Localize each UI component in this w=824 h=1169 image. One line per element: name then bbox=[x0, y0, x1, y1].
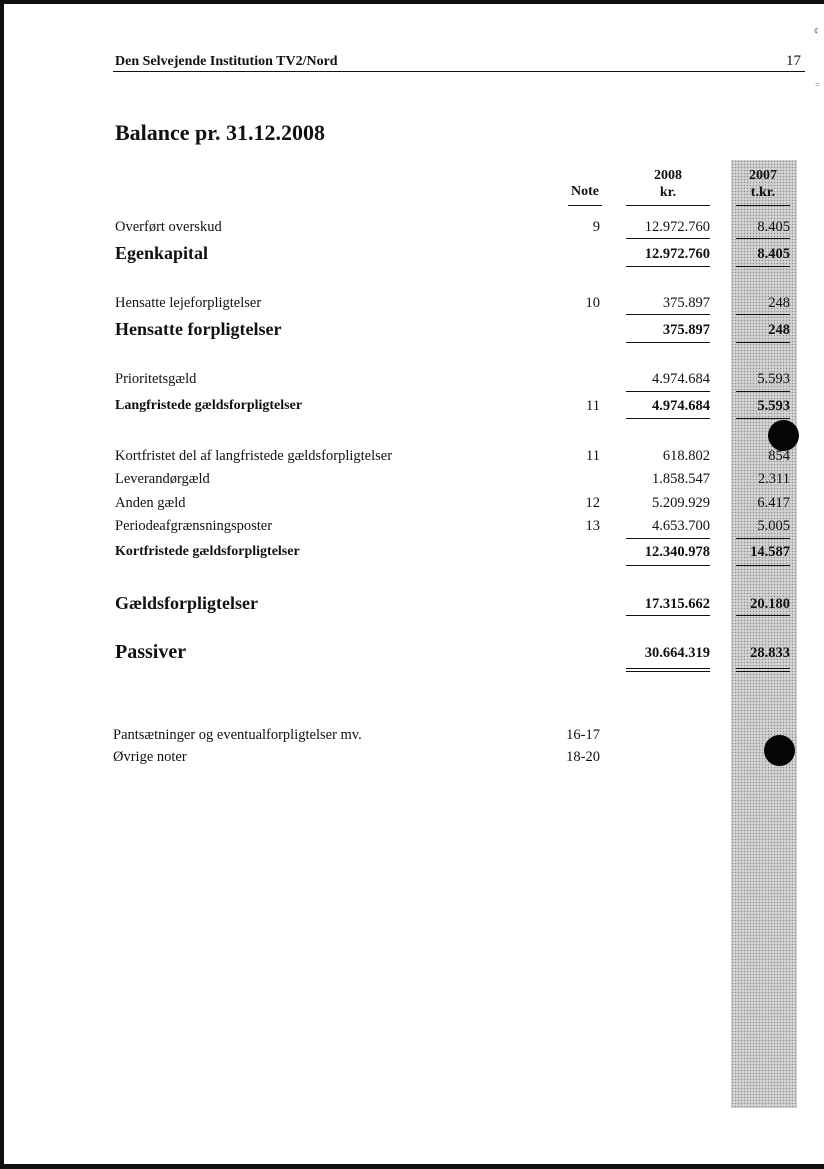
footer-note-row bbox=[0, 749, 824, 771]
total-rule bbox=[736, 565, 790, 566]
footer-note-reference: 18-20 bbox=[566, 749, 600, 765]
total-rule bbox=[736, 418, 790, 419]
total-rule bbox=[736, 615, 790, 616]
row-prior-value: 854 bbox=[768, 448, 790, 464]
total-rule bbox=[626, 615, 710, 616]
row-current-value: 618.802 bbox=[662, 448, 710, 464]
balance-row bbox=[0, 495, 824, 519]
row-note: 11 bbox=[586, 448, 600, 464]
subtotal-rule bbox=[626, 238, 710, 239]
balance-row bbox=[0, 219, 824, 243]
balance-row bbox=[0, 448, 824, 472]
note-header-underline bbox=[568, 205, 602, 206]
row-current-value: 4.974.684 bbox=[652, 371, 710, 387]
total-rule bbox=[736, 266, 790, 267]
row-label: Passiver bbox=[115, 641, 187, 663]
section-total-row bbox=[0, 593, 824, 617]
prior-year-label: 2007 bbox=[749, 168, 777, 183]
row-label: Kortfristede gældsforpligtelser bbox=[115, 544, 300, 559]
section-total-row bbox=[0, 319, 824, 343]
row-current-value: 5.209.929 bbox=[652, 495, 710, 511]
balance-row bbox=[0, 471, 824, 495]
row-current-value: 12.340.978 bbox=[644, 544, 710, 560]
total-rule bbox=[626, 342, 710, 343]
row-prior-value: 20.180 bbox=[750, 596, 790, 612]
subtotal-rule bbox=[736, 238, 790, 239]
row-label: Egenkapital bbox=[115, 243, 209, 263]
scan-border-left bbox=[0, 0, 4, 1169]
scan-mark: = bbox=[815, 80, 821, 90]
balance-row bbox=[0, 295, 824, 319]
prior-year-column-header bbox=[736, 167, 790, 201]
page-number: 17 bbox=[786, 53, 801, 69]
current-header-underline bbox=[626, 205, 710, 206]
row-note: 13 bbox=[585, 518, 600, 534]
row-note: 9 bbox=[592, 219, 600, 235]
prior-header-underline bbox=[736, 205, 790, 206]
grand-total-double-rule bbox=[626, 671, 710, 672]
row-label: Langfristede gældsforpligtelser bbox=[115, 398, 303, 413]
row-prior-value: 6.417 bbox=[757, 495, 790, 511]
punch-hole-mark bbox=[768, 420, 799, 451]
row-prior-value: 28.833 bbox=[750, 645, 790, 661]
row-label: Overført overskud bbox=[115, 219, 222, 235]
row-label: Kortfristet del af langfristede gældsforpligtelser bbox=[115, 448, 393, 464]
row-prior-value: 248 bbox=[768, 295, 790, 311]
row-current-value: 4.974.684 bbox=[652, 398, 710, 414]
row-current-value: 375.897 bbox=[662, 322, 710, 338]
row-label: Periodeafgrænsningsposter bbox=[115, 518, 273, 534]
total-rule bbox=[626, 418, 710, 419]
total-rule bbox=[736, 342, 790, 343]
current-unit-label: kr. bbox=[659, 185, 677, 200]
row-prior-value: 5.593 bbox=[757, 371, 790, 387]
header-rule bbox=[113, 71, 805, 72]
scan-mark: ¢ bbox=[814, 26, 819, 36]
subtotal-rule bbox=[626, 391, 710, 392]
row-prior-value: 8.405 bbox=[757, 219, 790, 235]
row-current-value: 12.972.760 bbox=[644, 246, 710, 262]
row-current-value: 30.664.319 bbox=[644, 645, 710, 661]
page-title: Balance pr. 31.12.2008 bbox=[115, 120, 326, 145]
total-rule bbox=[626, 565, 710, 566]
total-rule bbox=[626, 266, 710, 267]
footer-note-row bbox=[0, 727, 824, 749]
grand-total-double-rule bbox=[626, 668, 710, 669]
note-column-header: Note bbox=[571, 184, 599, 199]
row-prior-value: 248 bbox=[768, 322, 790, 338]
row-label: Hensatte forpligtelser bbox=[115, 319, 282, 339]
row-current-value: 375.897 bbox=[662, 295, 710, 311]
subtotal-rule bbox=[736, 538, 790, 539]
row-prior-value: 8.405 bbox=[757, 246, 790, 262]
current-year-label: 2008 bbox=[654, 168, 682, 183]
row-label: Anden gæld bbox=[115, 495, 186, 511]
row-prior-value: 5.005 bbox=[757, 518, 790, 534]
grand-total-row bbox=[0, 641, 824, 665]
grand-total-double-rule bbox=[736, 671, 790, 672]
row-note: 10 bbox=[585, 295, 600, 311]
subtotal-rule bbox=[626, 538, 710, 539]
footer-note-label: Øvrige noter bbox=[113, 749, 187, 765]
footer-note-label: Pantsætninger og eventualforpligtelser mv. bbox=[113, 727, 362, 743]
grand-total-double-rule bbox=[736, 668, 790, 669]
row-note: 12 bbox=[585, 495, 600, 511]
row-note: 11 bbox=[586, 398, 600, 414]
running-header-title: Den Selvejende Institution TV2/Nord bbox=[115, 54, 338, 69]
row-label: Hensatte lejeforpligtelser bbox=[115, 295, 262, 311]
subtotal-rule bbox=[626, 314, 710, 315]
row-label: Prioritetsgæld bbox=[115, 371, 197, 387]
row-current-value: 12.972.760 bbox=[644, 219, 710, 235]
section-total-row bbox=[0, 243, 824, 267]
prior-unit-label: t.kr. bbox=[750, 185, 776, 200]
row-current-value: 1.858.547 bbox=[652, 471, 710, 487]
row-label: Gældsforpligtelser bbox=[115, 593, 258, 613]
row-prior-value: 5.593 bbox=[757, 398, 790, 414]
subtotal-rule bbox=[736, 391, 790, 392]
row-current-value: 17.315.662 bbox=[644, 596, 710, 612]
row-current-value: 4.653.700 bbox=[652, 518, 710, 534]
footer-note-reference: 16-17 bbox=[566, 727, 600, 743]
scan-border-top bbox=[0, 0, 824, 4]
current-year-column-header bbox=[626, 167, 710, 201]
row-prior-value: 14.587 bbox=[750, 544, 790, 560]
scan-border-bottom bbox=[0, 1164, 824, 1169]
subtotal-rule bbox=[736, 314, 790, 315]
row-label: Leverandørgæld bbox=[115, 471, 210, 487]
row-prior-value: 2.311 bbox=[757, 471, 790, 487]
